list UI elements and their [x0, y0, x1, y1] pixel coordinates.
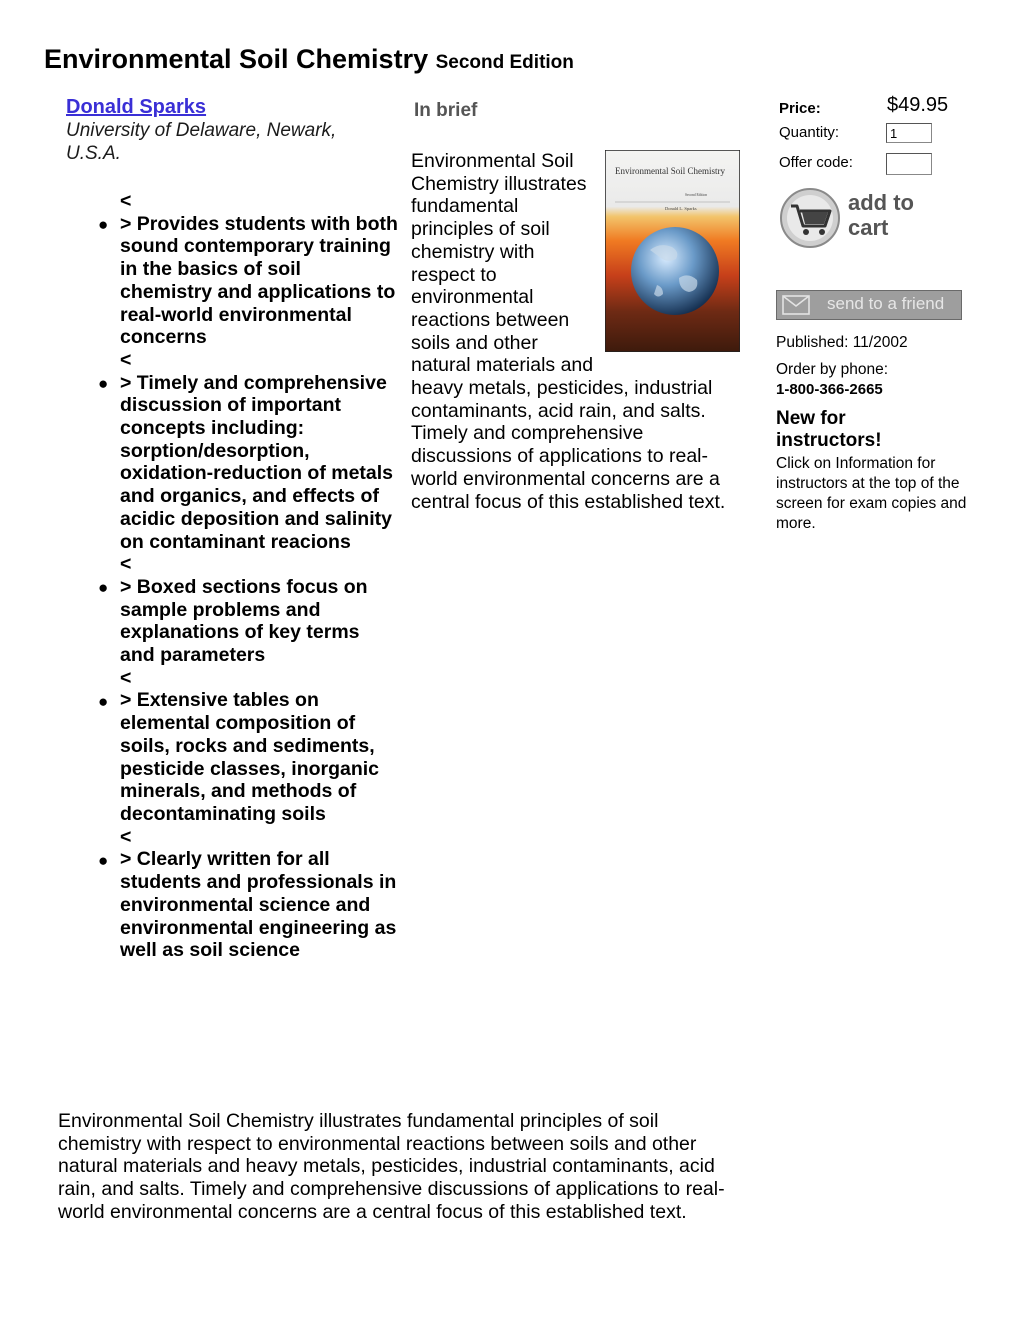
- feature-marker: <: [120, 190, 132, 212]
- feature-marker: <: [120, 825, 132, 848]
- feature-text: > Timely and comprehensive discussion of important concepts including: sorption/desorption, oxidation-reduction of metals and organics, and effects of acidic deposition and salinity on contaminant reacions: [120, 371, 394, 553]
- instructors-heading: New for instructors!: [776, 408, 882, 451]
- bullet-icon: ●: [98, 691, 109, 711]
- feature-item: [66, 826, 398, 962]
- cover-float-space: [601, 150, 741, 356]
- quantity-row: [776, 122, 976, 152]
- cover-edition: Second Edition: [685, 193, 708, 197]
- cover-title: Environmental Soil Chemistry: [615, 166, 725, 176]
- author-affiliation: University of Delaware, Newark, U.S.A.: [66, 120, 337, 164]
- feature-text: > Boxed sections focus on sample problems and explanations of key terms and parameters: [120, 575, 368, 667]
- in-brief-text: [411, 150, 741, 513]
- cover-author: Donald L. Sparks: [665, 206, 697, 211]
- feature-marker: <: [120, 553, 132, 576]
- purchase-panel: [776, 96, 976, 178]
- send-to-friend-button[interactable]: [776, 290, 962, 320]
- title-edition: Second Edition: [435, 52, 574, 73]
- offer-code-input[interactable]: [886, 153, 932, 175]
- offer-code-label: Offer code:: [779, 154, 853, 171]
- phone-label: Order by phone:: [776, 361, 889, 378]
- bullet-icon: ●: [98, 373, 109, 393]
- instructors-text: Click on Information for instructors at the top of the screen for exam copies and more.: [776, 455, 967, 532]
- description-paragraph: Environmental Soil Chemistry illustrates fundamental principles of soil chemistry with respect to environmental reactions between soils and other natural materials and heavy metals, pesticides, industrial contaminants, acid rain, and salts. Timely and comprehensive discussions of applications to real-world environmental concerns are a central focus of this established text.: [58, 1110, 725, 1223]
- bullet-icon: ●: [98, 215, 109, 234]
- feature-item: [66, 553, 398, 667]
- add-to-cart-button[interactable]: [776, 186, 956, 250]
- phone-number: 1-800-366-2665: [776, 381, 883, 398]
- offer-code-row: [776, 152, 976, 178]
- author-block: [66, 96, 396, 165]
- feature-list: [66, 190, 398, 962]
- price-label: Price:: [779, 100, 821, 117]
- feature-item: [66, 190, 398, 349]
- send-to-friend-label: send to a friend: [827, 294, 945, 313]
- bullet-icon: ●: [98, 578, 109, 598]
- published-date: Published: 11/2002: [776, 334, 908, 351]
- bullet-icon: ●: [98, 850, 109, 870]
- feature-text: > Extensive tables on elemental composition of soils, rocks and sediments, pesticide classes, inorganic minerals, and methods of decontaminating soils: [120, 689, 380, 825]
- feature-item: [66, 349, 398, 553]
- title-main: Environmental Soil Chemistry: [44, 44, 429, 74]
- price-value: $49.95: [887, 94, 949, 116]
- price-row: [776, 96, 976, 122]
- in-brief-body: Environmental Soil Chemistry illustrates fundamental principles of soil chemistry with respect to environmental reactions between soils and other natural materials and heavy metals, pesticides, industrial contaminants, acid rain, and salts. Timely and comprehensive discussions of applications to real-world environmental concerns are a central focus of this established text.: [411, 150, 726, 513]
- feature-text: > Clearly written for all students and professionals in environmental science and environmental engineering as well as soil science: [120, 848, 397, 962]
- in-brief-heading: In brief: [414, 100, 478, 121]
- author-link[interactable]: Donald Sparks: [66, 96, 207, 118]
- cart-icon: [778, 186, 848, 250]
- add-to-cart-label: add to cart: [848, 190, 914, 240]
- feature-marker: <: [120, 348, 132, 371]
- quantity-label: Quantity:: [779, 124, 840, 141]
- envelope-icon: [782, 295, 810, 315]
- feature-marker: <: [120, 666, 132, 689]
- feature-item: [66, 667, 398, 826]
- page-title: [44, 44, 574, 75]
- feature-text: > Provides students with both sound contemporary training in the basics of soil chemistry and applications to real-world environmental concerns: [120, 212, 398, 349]
- quantity-input[interactable]: [886, 123, 932, 143]
